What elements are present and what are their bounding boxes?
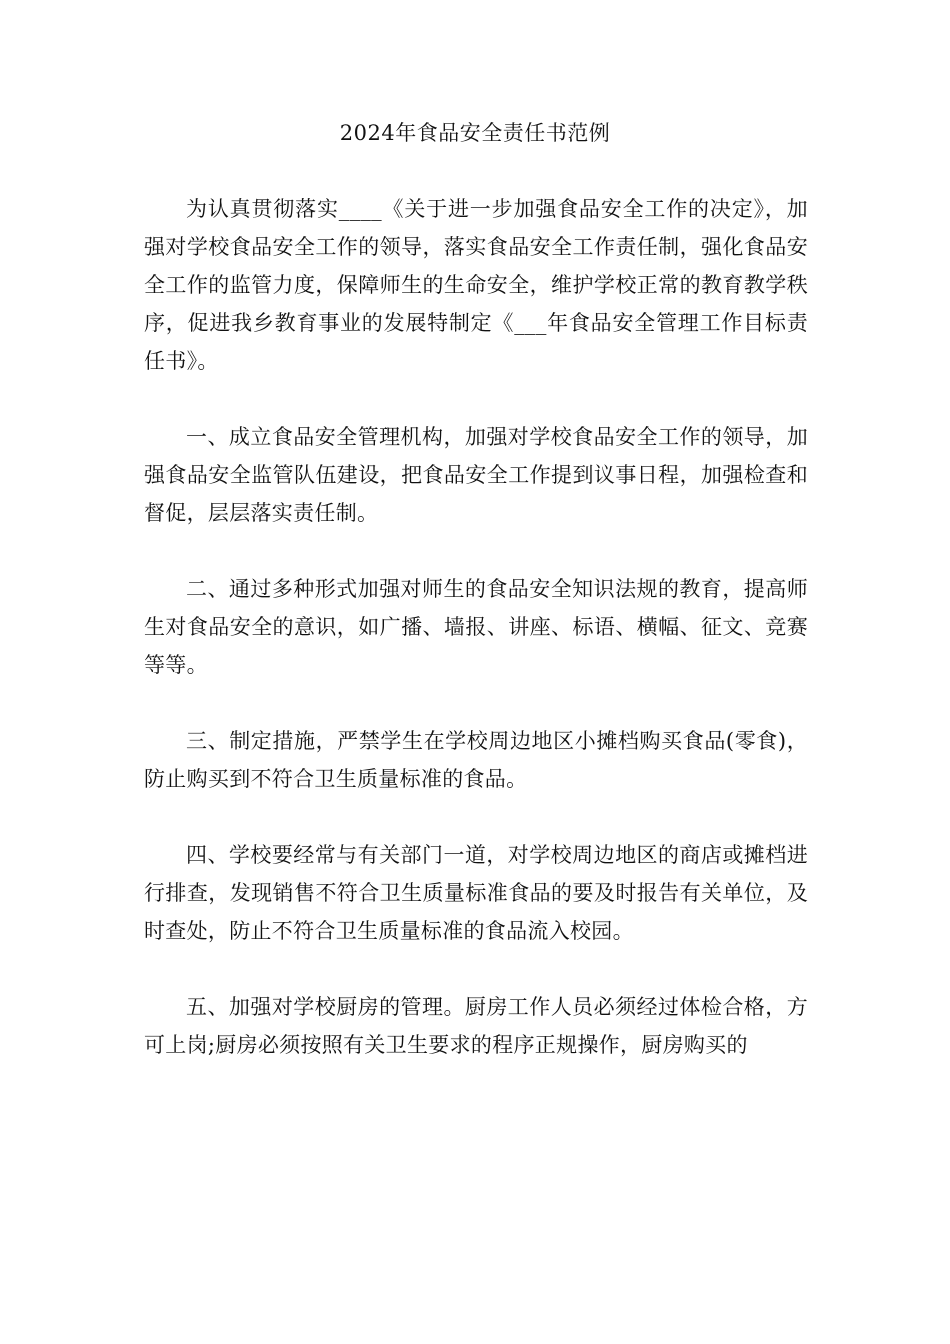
- paragraph-item-5: 五、加强对学校厨房的管理。厨房工作人员必须经过体检合格，方可上岗;厨房必须按照有关卫生要求的程序正规操作，厨房购买的: [144, 995, 808, 1057]
- paragraph-item-1: 一、成立食品安全管理机构，加强对学校食品安全工作的领导，加强食品安全监管队伍建设，把食品安全工作提到议事日程，加强检查和督促，层层落实责任制。: [144, 425, 808, 525]
- paragraph-intro: 为认真贯彻落实____《关于进一步加强食品安全工作的决定》，加强对学校食品安全工作的领导，落实食品安全工作责任制，强化食品安全工作的监管力度，保障师生的生命安全，维护学校正常的教育教学秩序，促进我乡教育事业的发展特制定《___年食品安全管理工作目标责任书》。: [144, 197, 808, 373]
- document-body: [144, 190, 808, 1102]
- paragraph-item-2: 二、通过多种形式加强对师生的食品安全知识法规的教育，提高师生对食品安全的意识，如广播、墙报、讲座、标语、横幅、征文、竞赛等等。: [144, 577, 808, 677]
- paragraph-item-4: 四、学校要经常与有关部门一道，对学校周边地区的商店或摊档进行排查，发现销售不符合卫生质量标准食品的要及时报告有关单位，及时查处，防止不符合卫生质量标准的食品流入校园。: [144, 843, 808, 943]
- paragraph-item-3: 三、制定措施，严禁学生在学校周边地区小摊档购买食品(零食)，防止购买到不符合卫生质量标准的食品。: [144, 729, 808, 791]
- document-title: 2024年食品安全责任书范例: [339, 121, 611, 145]
